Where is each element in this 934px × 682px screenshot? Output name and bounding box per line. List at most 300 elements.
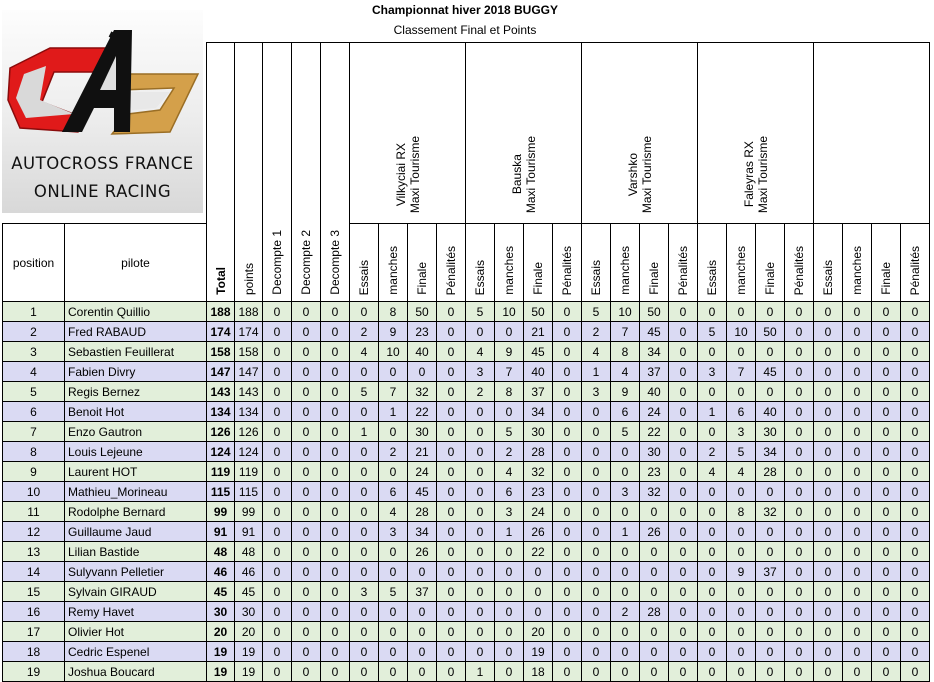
header-sub-2: Finale	[756, 224, 785, 302]
cell-event-score: 0	[466, 522, 495, 542]
cell-event-score: 5	[379, 582, 408, 602]
cell-total: 20	[207, 622, 235, 642]
cell-decompte: 0	[292, 442, 321, 462]
header-sub-0: Essais	[698, 224, 727, 302]
table-row	[3, 402, 930, 422]
cell-decompte: 0	[263, 322, 292, 342]
cell-event-score: 0	[553, 362, 582, 382]
cell-total: 158	[207, 342, 235, 362]
cell-decompte: 0	[292, 622, 321, 642]
cell-event-score: 10	[495, 302, 524, 322]
cell-event-score: 0	[872, 602, 901, 622]
cell-event-score: 0	[495, 642, 524, 662]
cell-event-score: 0	[843, 642, 872, 662]
cell-decompte: 0	[321, 562, 350, 582]
cell-event-score: 0	[843, 422, 872, 442]
cell-event-score: 0	[872, 582, 901, 602]
cell-event-score: 0	[437, 342, 466, 362]
cell-event-score: 0	[872, 422, 901, 442]
cell-event-score: 0	[495, 322, 524, 342]
cell-event-score: 0	[814, 302, 843, 322]
cell-pilote: Regis Bernez	[65, 382, 207, 402]
cell-event-score: 7	[495, 362, 524, 382]
header-sub-2: Finale	[408, 224, 437, 302]
cell-position: 8	[3, 442, 65, 462]
cell-event-score: 0	[582, 482, 611, 502]
cell-decompte: 0	[292, 562, 321, 582]
table-row	[3, 442, 930, 462]
cell-event-score: 0	[901, 402, 930, 422]
cell-event-score: 0	[756, 622, 785, 642]
cell-event-score: 0	[437, 502, 466, 522]
cell-event-score: 0	[901, 302, 930, 322]
table-row	[3, 502, 930, 522]
cell-pilote: Laurent HOT	[65, 462, 207, 482]
header-sub-3: Pénalités	[901, 224, 930, 302]
cell-event-score: 0	[727, 302, 756, 322]
cell-event-score: 37	[408, 582, 437, 602]
cell-position: 15	[3, 582, 65, 602]
cell-event-score: 30	[408, 422, 437, 442]
cell-event-score: 0	[698, 542, 727, 562]
cell-points: 115	[235, 482, 263, 502]
cell-event-score: 0	[437, 362, 466, 382]
header-pilote: pilote	[65, 224, 207, 302]
cell-event-score: 8	[611, 342, 640, 362]
cell-event-score: 26	[640, 522, 669, 542]
cell-event-score: 28	[640, 602, 669, 622]
cell-decompte: 0	[263, 302, 292, 322]
cell-event-score: 18	[524, 662, 553, 682]
cell-event-score: 0	[350, 602, 379, 622]
cell-event-score: 0	[698, 582, 727, 602]
header-decompte1: Decompte 1	[263, 43, 292, 302]
cell-event-score: 0	[466, 582, 495, 602]
cell-points: 188	[235, 302, 263, 322]
cell-event-score: 0	[901, 522, 930, 542]
cell-event-score: 0	[640, 662, 669, 682]
cell-decompte: 0	[321, 602, 350, 622]
cell-event-score: 0	[553, 442, 582, 462]
cell-total: 30	[207, 602, 235, 622]
cell-position: 12	[3, 522, 65, 542]
cell-total: 126	[207, 422, 235, 442]
cell-event-score: 4	[611, 362, 640, 382]
cell-event-score: 0	[814, 662, 843, 682]
cell-event-score: 0	[843, 302, 872, 322]
cell-event-score: 0	[466, 402, 495, 422]
table-row	[3, 462, 930, 482]
cell-event-score: 0	[785, 402, 814, 422]
cell-event-score: 0	[814, 342, 843, 362]
cell-event-score: 4	[350, 342, 379, 362]
cell-decompte: 0	[263, 642, 292, 662]
cell-event-score: 0	[350, 542, 379, 562]
cell-position: 6	[3, 402, 65, 422]
cell-event-score: 37	[524, 382, 553, 402]
cell-event-score: 5	[466, 302, 495, 322]
cell-pilote: Mathieu_Morineau	[65, 482, 207, 502]
cell-position: 4	[3, 362, 65, 382]
cell-decompte: 0	[321, 342, 350, 362]
cell-total: 147	[207, 362, 235, 382]
cell-event-score: 0	[785, 462, 814, 482]
cell-event-score: 0	[698, 482, 727, 502]
cell-event-score: 2	[495, 442, 524, 462]
cell-event-score: 0	[553, 322, 582, 342]
cell-event-score: 0	[553, 662, 582, 682]
cell-event-score: 0	[611, 662, 640, 682]
cell-event-score: 0	[350, 302, 379, 322]
cell-decompte: 0	[321, 662, 350, 682]
cell-event-score: 0	[756, 642, 785, 662]
cell-event-score: 0	[669, 382, 698, 402]
cell-event-score: 0	[582, 562, 611, 582]
cell-event-score: 34	[756, 442, 785, 462]
cell-event-score: 0	[901, 582, 930, 602]
cell-event-score: 0	[843, 362, 872, 382]
cell-pilote: Sulyvann Pelletier	[65, 562, 207, 582]
cell-position: 10	[3, 482, 65, 502]
cell-event-score: 0	[611, 582, 640, 602]
cell-event-score: 0	[350, 442, 379, 462]
cell-event-score: 0	[901, 562, 930, 582]
cell-position: 16	[3, 602, 65, 622]
cell-event-score: 50	[524, 302, 553, 322]
cell-event-score: 5	[727, 442, 756, 462]
cell-event-score: 0	[727, 622, 756, 642]
cell-event-score: 9	[727, 562, 756, 582]
cell-event-score: 0	[872, 642, 901, 662]
cell-event-score: 8	[495, 382, 524, 402]
cell-points: 174	[235, 322, 263, 342]
cell-event-score: 5	[582, 302, 611, 322]
logo-line-2: ONLINE RACING	[33, 182, 172, 201]
table-row	[3, 622, 930, 642]
cell-decompte: 0	[321, 422, 350, 442]
cell-event-score: 0	[640, 542, 669, 562]
cell-event-score: 0	[872, 442, 901, 462]
cell-points: 20	[235, 622, 263, 642]
cell-event-score: 0	[901, 382, 930, 402]
cell-decompte: 0	[321, 302, 350, 322]
cell-decompte: 0	[292, 582, 321, 602]
cell-event-score: 22	[524, 542, 553, 562]
cell-event-score: 0	[785, 562, 814, 582]
cell-event-score: 0	[611, 442, 640, 462]
cell-event-score: 0	[698, 522, 727, 542]
cell-event-score: 0	[901, 482, 930, 502]
cell-event-score: 0	[698, 602, 727, 622]
cell-event-score: 0	[843, 442, 872, 462]
cell-total: 143	[207, 382, 235, 402]
cell-event-score: 0	[350, 502, 379, 522]
standings-table	[2, 42, 930, 682]
cell-event-score: 0	[785, 302, 814, 322]
table-row	[3, 542, 930, 562]
cell-pilote: Corentin Quillio	[65, 302, 207, 322]
cell-decompte: 0	[263, 542, 292, 562]
cell-event-score: 0	[727, 602, 756, 622]
cell-event-score: 24	[640, 402, 669, 422]
cell-total: 45	[207, 582, 235, 602]
cell-position: 3	[3, 342, 65, 362]
cell-event-score: 0	[872, 362, 901, 382]
cell-decompte: 0	[321, 642, 350, 662]
cell-total: 124	[207, 442, 235, 462]
cell-decompte: 0	[292, 462, 321, 482]
cell-event-score: 0	[785, 582, 814, 602]
table-row	[3, 422, 930, 442]
cell-event-score: 0	[437, 442, 466, 462]
cell-event-score: 34	[408, 522, 437, 542]
cell-event-score: 0	[437, 382, 466, 402]
cell-event-score: 1	[379, 402, 408, 422]
cell-event-score: 0	[582, 642, 611, 662]
header-decompte3: Decompte 3	[321, 43, 350, 302]
cell-event-score: 0	[379, 422, 408, 442]
cell-position: 17	[3, 622, 65, 642]
cell-event-score: 0	[814, 522, 843, 542]
cell-event-score: 0	[727, 642, 756, 662]
cell-event-score: 0	[466, 442, 495, 462]
cell-event-score: 0	[495, 622, 524, 642]
cell-event-score: 0	[640, 502, 669, 522]
cell-event-score: 0	[901, 462, 930, 482]
cell-event-score: 0	[611, 462, 640, 482]
cell-event-score: 30	[640, 442, 669, 462]
cell-event-score: 0	[553, 542, 582, 562]
cell-decompte: 0	[321, 522, 350, 542]
cell-event-score: 0	[437, 462, 466, 482]
cell-event-score: 0	[785, 602, 814, 622]
cell-total: 134	[207, 402, 235, 422]
cell-event-score: 20	[524, 622, 553, 642]
header-sub-1: manches	[495, 224, 524, 302]
cell-event-score: 0	[872, 622, 901, 642]
cell-decompte: 0	[263, 442, 292, 462]
cell-event-score: 0	[495, 602, 524, 622]
cell-event-score: 0	[901, 342, 930, 362]
cell-event-score: 5	[698, 322, 727, 342]
header-event: Varshko Maxi Tourisme	[582, 43, 698, 224]
cell-event-score: 0	[350, 662, 379, 682]
cell-event-score: 0	[640, 622, 669, 642]
cell-event-score: 0	[901, 502, 930, 522]
cell-event-score: 0	[350, 642, 379, 662]
header-sub-3: Pénalités	[669, 224, 698, 302]
cell-event-score: 0	[611, 542, 640, 562]
cell-event-score: 4	[495, 462, 524, 482]
cell-event-score: 0	[437, 622, 466, 642]
cell-event-score: 0	[437, 542, 466, 562]
cell-event-score: 0	[350, 462, 379, 482]
cell-event-score: 6	[379, 482, 408, 502]
cell-event-score: 1	[698, 402, 727, 422]
cell-event-score: 4	[582, 342, 611, 362]
cell-event-score: 0	[553, 522, 582, 542]
cell-event-score: 3	[350, 582, 379, 602]
cell-pilote: Cedric Espenel	[65, 642, 207, 662]
cell-event-score: 6	[727, 402, 756, 422]
cell-pilote: Remy Havet	[65, 602, 207, 622]
cell-event-score: 23	[408, 322, 437, 342]
cell-event-score: 0	[872, 522, 901, 542]
cell-event-score: 0	[466, 422, 495, 442]
cell-event-score: 0	[379, 562, 408, 582]
cell-decompte: 0	[263, 562, 292, 582]
cell-event-score: 0	[379, 622, 408, 642]
cell-event-score: 0	[901, 602, 930, 622]
cell-event-score: 0	[437, 302, 466, 322]
cell-position: 1	[3, 302, 65, 322]
table-row	[3, 342, 930, 362]
cell-event-score: 0	[785, 342, 814, 362]
cell-points: 91	[235, 522, 263, 542]
cell-event-score: 1	[582, 362, 611, 382]
cell-event-score: 0	[814, 642, 843, 662]
cell-event-score: 0	[437, 422, 466, 442]
cell-event-score: 0	[611, 642, 640, 662]
cell-event-score: 2	[582, 322, 611, 342]
cell-event-score: 0	[408, 642, 437, 662]
cell-decompte: 0	[292, 402, 321, 422]
cell-event-score: 0	[669, 442, 698, 462]
cell-event-score: 0	[437, 562, 466, 582]
cell-event-score: 0	[408, 562, 437, 582]
cell-event-score: 0	[727, 482, 756, 502]
header-position: position	[3, 224, 65, 302]
cell-event-score: 0	[872, 542, 901, 562]
cell-decompte: 0	[263, 602, 292, 622]
cell-pilote: Sylvain GIRAUD	[65, 582, 207, 602]
cell-decompte: 0	[292, 502, 321, 522]
cell-decompte: 0	[292, 602, 321, 622]
cell-pilote: Joshua Boucard	[65, 662, 207, 682]
logo-line-1: AUTOCROSS FRANCE	[11, 154, 194, 173]
cell-decompte: 0	[321, 442, 350, 462]
cell-event-score: 0	[524, 562, 553, 582]
cell-event-score: 23	[524, 482, 553, 502]
cell-decompte: 0	[292, 662, 321, 682]
cell-event-score: 10	[727, 322, 756, 342]
cell-event-score: 37	[640, 362, 669, 382]
cell-event-score: 0	[843, 322, 872, 342]
cell-event-score: 0	[814, 582, 843, 602]
cell-points: 147	[235, 362, 263, 382]
cell-event-score: 0	[872, 382, 901, 402]
cell-position: 13	[3, 542, 65, 562]
cell-event-score: 0	[437, 582, 466, 602]
cell-points: 19	[235, 642, 263, 662]
cell-event-score: 0	[756, 482, 785, 502]
cell-position: 19	[3, 662, 65, 682]
cell-event-score: 0	[843, 582, 872, 602]
cell-decompte: 0	[321, 322, 350, 342]
cell-event-score: 5	[495, 422, 524, 442]
cell-points: 143	[235, 382, 263, 402]
cell-event-score: 28	[756, 462, 785, 482]
cell-event-score: 0	[553, 302, 582, 322]
cell-event-score: 0	[901, 362, 930, 382]
cell-event-score: 9	[495, 342, 524, 362]
cell-event-score: 0	[669, 582, 698, 602]
cell-total: 19	[207, 642, 235, 662]
cell-event-score: 32	[640, 482, 669, 502]
cell-event-score: 0	[785, 642, 814, 662]
cell-points: 46	[235, 562, 263, 582]
cell-total: 46	[207, 562, 235, 582]
cell-event-score: 0	[379, 462, 408, 482]
cell-event-score: 0	[553, 462, 582, 482]
cell-event-score: 2	[379, 442, 408, 462]
cell-position: 14	[3, 562, 65, 582]
cell-points: 134	[235, 402, 263, 422]
cell-event-score: 32	[524, 462, 553, 482]
cell-event-score: 9	[611, 382, 640, 402]
cell-event-score: 0	[466, 322, 495, 342]
cell-event-score: 0	[669, 342, 698, 362]
cell-event-score: 28	[408, 502, 437, 522]
cell-event-score: 4	[727, 462, 756, 482]
cell-decompte: 0	[321, 542, 350, 562]
cell-event-score: 0	[669, 622, 698, 642]
cell-event-score: 0	[669, 482, 698, 502]
table-row	[3, 322, 930, 342]
cell-event-score: 26	[524, 522, 553, 542]
cell-event-score: 0	[843, 622, 872, 642]
cell-event-score: 0	[408, 362, 437, 382]
cell-decompte: 0	[292, 342, 321, 362]
cell-total: 188	[207, 302, 235, 322]
cell-event-score: 0	[466, 562, 495, 582]
cell-event-score: 0	[872, 302, 901, 322]
cell-event-score: 0	[785, 522, 814, 542]
cell-event-score: 4	[466, 342, 495, 362]
cell-event-score: 0	[727, 342, 756, 362]
cell-total: 119	[207, 462, 235, 482]
cell-event-score: 0	[495, 662, 524, 682]
cell-event-score: 0	[669, 462, 698, 482]
cell-decompte: 0	[263, 662, 292, 682]
table-row	[3, 522, 930, 542]
cell-event-score: 7	[727, 362, 756, 382]
header-event: Vilkyciai RX Maxi Tourisme	[350, 43, 466, 224]
cell-points: 158	[235, 342, 263, 362]
header-sub-2: Finale	[640, 224, 669, 302]
cell-event-score: 40	[524, 362, 553, 382]
cell-event-score: 6	[611, 402, 640, 422]
cell-event-score: 0	[611, 502, 640, 522]
cell-event-score: 0	[495, 562, 524, 582]
cell-pilote: Louis Lejeune	[65, 442, 207, 462]
cell-event-score: 3	[582, 382, 611, 402]
cell-event-score: 0	[437, 602, 466, 622]
cell-event-score: 0	[843, 562, 872, 582]
cell-event-score: 19	[524, 642, 553, 662]
cell-event-score: 0	[379, 602, 408, 622]
header-event: Bauska Maxi Tourisme	[466, 43, 582, 224]
cell-event-score: 0	[437, 642, 466, 662]
cell-pilote: Enzo Gautron	[65, 422, 207, 442]
cell-event-score: 32	[408, 382, 437, 402]
cell-event-score: 0	[669, 542, 698, 562]
cell-decompte: 0	[321, 622, 350, 642]
cell-event-score: 0	[901, 622, 930, 642]
cell-event-score: 0	[901, 662, 930, 682]
cell-event-score: 3	[495, 502, 524, 522]
cell-event-score: 0	[553, 342, 582, 362]
